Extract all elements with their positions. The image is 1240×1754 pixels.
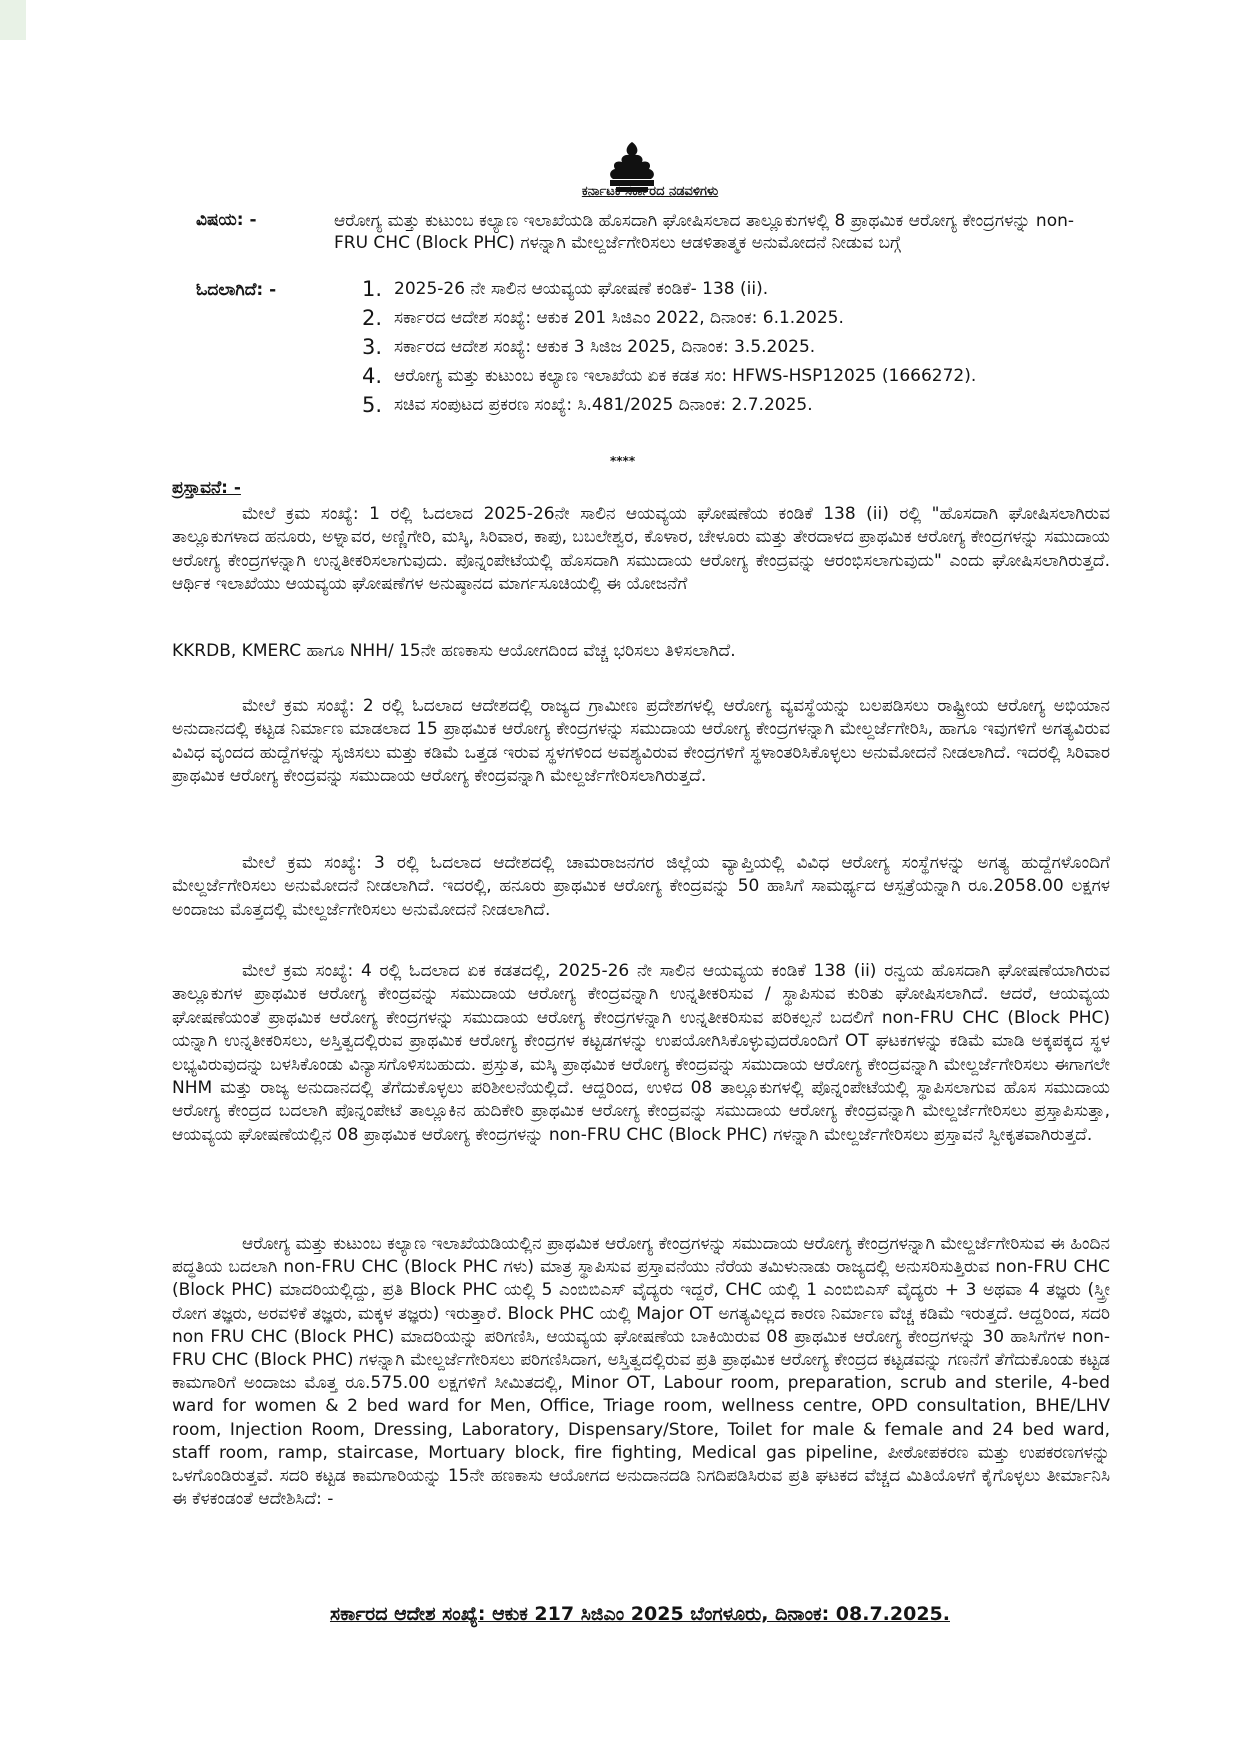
document-heading: ಕರ್ನಾಟಕ ಸರ್ಕಾರದ ನಡವಳಿಗಳು — [581, 184, 719, 199]
reference-item: 3. ಸರ್ಕಾರದ ಆದೇಶ ಸಂಖ್ಯೆ: ಆಕುಕ 3 ಸಿಜಿಜ 2025, ದಿನಾಂಕ: 3.5.2025. — [362, 335, 816, 359]
separator-stars: **** — [610, 454, 636, 468]
preamble-paragraph-2: ಮೇಲೆ ಕ್ರಮ ಸಂಖ್ಯೆ: 2 ರಲ್ಲಿ ಓದಲಾದ ಆದೇಶದಲ್ಲಿ ರಾಜ್ಯದ ಗ್ರಾಮೀಣ ಪ್ರದೇಶಗಳಲ್ಲಿ ಆರೋಗ್ಯ ವ್ಯವಸ್ಥೆಯನ್ನು ಬಲಪಡಿಸಲು ರಾಷ್ಟ್ರೀಯ ಆರೋಗ್ಯ ಅಭಿಯಾನ ಅನುದಾನದಲ್ಲಿ ಕಟ್ಟಡ ನಿರ್ಮಾಣ ಮಾಡಲಾದ 15 ಪ್ರಾಥಮಿಕ ಆರೋಗ್ಯ ಕೇಂದ್ರಗಳನ್ನು ಸಮುದಾಯ ಆರೋಗ್ಯ ಕೇಂದ್ರಗಳನ್ನಾಗಿ ಮೇಲ್ದರ್ಜೆಗೇರಿಸಿ, ಹಾಗೂ ಇವುಗಳಿಗೆ ಅಗತ್ಯವಿರುವ ವಿವಿಧ ವೃಂದದ ಹುದ್ದೆಗಳನ್ನು ಸೃಜಿಸಲು ಮತ್ತು ಕಡಿಮೆ ಒತ್ತಡ ಇರುವ ಸ್ಥಳಗಳಿಂದ ಅವಶ್ಯವಿರುವ ಕೇಂದ್ರಗಳಿಗೆ ಸ್ಥಳಾಂತರಿಸಿಕೊಳ್ಳಲು ಅನುಮೋದನೆ ನೀಡಲಾಗಿದೆ. ಇದರಲ್ಲಿ ಸಿರಿವಾರ ಪ್ರಾಥಮಿಕ ಆರೋಗ್ಯ ಕೇಂದ್ರವನ್ನು ಸಮುದಾಯ ಆರೋಗ್ಯ ಕೇಂದ್ರವನ್ನಾಗಿ ಮೇಲ್ದರ್ಜೆಗೇರಿಸಲಾಗಿರುತ್ತದೆ. — [172, 696, 1110, 787]
references-list — [362, 278, 1092, 423]
order-number-line: ಸರ್ಕಾರದ ಆದೇಶ ಸಂಖ್ಯೆ: ಆಕುಕ 217 ಸಿಜಿಎಂ 2025 ಬೆಂಗಳೂರು, ದಿನಾಂಕ: 08.7.2025. — [329, 1603, 950, 1625]
scan-edge-mark — [0, 0, 26, 40]
preamble-paragraph-4: ಮೇಲೆ ಕ್ರಮ ಸಂಖ್ಯೆ: 4 ರಲ್ಲಿ ಓದಲಾದ ಏಕ ಕಡತದಲ್ಲಿ, 2025-26 ನೇ ಸಾಲಿನ ಆಯವ್ಯಯ ಕಂಡಿಕೆ 138 (ii) ರನ್ವಯ ಹೊಸದಾಗಿ ಘೋಷಣೆಯಾಗಿರುವ ತಾಲ್ಲೂಕುಗಳ ಪ್ರಾಥಮಿಕ ಆರೋಗ್ಯ ಕೇಂದ್ರವನ್ನು ಸಮುದಾಯ ಆರೋಗ್ಯ ಕೇಂದ್ರವನ್ನಾಗಿ ಉನ್ನತೀಕರಿಸುವ / ಸ್ಥಾಪಿಸುವ ಕುರಿತು ಘೋಷಿಸಲಾಗಿದೆ. ಆದರೆ, ಆಯವ್ಯಯ ಘೋಷಣೆಯಂತೆ ಪ್ರಾಥಮಿಕ ಆರೋಗ್ಯ ಕೇಂದ್ರಗಳನ್ನು ಸಮುದಾಯ ಆರೋಗ್ಯ ಕೇಂದ್ರಗಳನ್ನಾಗಿ ಉನ್ನತೀಕರಿಸುವ ಪರಿಕಲ್ಪನೆ ಬದಲಿಗೆ non-FRU CHC (Block PHC) ಯನ್ನಾಗಿ ಉನ್ನತೀಕರಿಸಲು, ಅಸ್ತಿತ್ವದಲ್ಲಿರುವ ಪ್ರಾಥಮಿಕ ಆರೋಗ್ಯ ಕೇಂದ್ರಗಳ ಕಟ್ಟಡಗಳನ್ನು ಉಪಯೋಗಿಸಿಕೊಳ್ಳುವುದರೊಂದಿಗೆ OT ಘಟಕಗಳನ್ನು ಕಡಿಮೆ ಮಾಡಿ ಅಕ್ಕಪಕ್ಕದ ಸ್ಥಳ ಲಭ್ಯವಿರುವುದನ್ನು ಬಳಸಿಕೊಂಡು ವಿನ್ಯಾಸಗೊಳಿಸಬಹುದು. ಪ್ರಸ್ತುತ, ಮಸ್ಕಿ ಪ್ರಾಥಮಿಕ ಆರೋಗ್ಯ ಕೇಂದ್ರವನ್ನು ಸಮುದಾಯ ಆರೋಗ್ಯ ಕೇಂದ್ರವನ್ನಾಗಿ ಮೇಲ್ದರ್ಜೆಗೇರಿಸಲು ಈಗಾಗಲೇ NHM ಮತ್ತು ರಾಜ್ಯ ಅನುದಾನದಲ್ಲಿ ತೆಗೆದುಕೊಳ್ಳಲು ಪರಿಶೀಲನೆಯಲ್ಲಿದೆ. ಆದ್ದರಿಂದ, ಉಳಿದ 08 ತಾಲ್ಲೂಕುಗಳಲ್ಲಿ ಪೊನ್ನಂಪೇಟೆಯಲ್ಲಿ ಸ್ಥಾಪಿಸಲಾಗುವ ಹೊಸ ಸಮುದಾಯ ಆರೋಗ್ಯ ಕೇಂದ್ರದ ಬದಲಾಗಿ ಪೊನ್ನಂಪೇಟೆ ತಾಲ್ಲೂಕಿನ ಹುದಿಕೇರಿ ಪ್ರಾಥಮಿಕ ಆರೋಗ್ಯ ಕೇಂದ್ರವನ್ನು ಸಮುದಾಯ ಆರೋಗ್ಯ ಕೇಂದ್ರವನ್ನಾಗಿ ಮೇಲ್ದರ್ಜೆಗೇರಿಸಲು ಪ್ರಸ್ತಾಪಿಸುತ್ತಾ, ಆಯವ್ಯಯ ಘೋಷಣೆಯಲ್ಲಿನ 08 ಪ್ರಾಥಮಿಕ ಆರೋಗ್ಯ ಕೇಂದ್ರಗಳನ್ನು non-FRU CHC (Block PHC) ಗಳನ್ನಾಗಿ ಮೇಲ್ದರ್ಜೆಗೇರಿಸಲು ಪ್ರಸ್ತಾವನೆ ಸ್ವೀಕೃತವಾಗಿರುತ್ತದೆ. — [172, 961, 1110, 1145]
preamble-paragraph-3: ಮೇಲೆ ಕ್ರಮ ಸಂಖ್ಯೆ: 3 ರಲ್ಲಿ ಓದಲಾದ ಆದೇಶದಲ್ಲಿ ಚಾಮರಾಜನಗರ ಜಿಲ್ಲೆಯ ವ್ಯಾಪ್ತಿಯಲ್ಲಿ ವಿವಿಧ ಆರೋಗ್ಯ ಸಂಸ್ಥೆಗಳನ್ನು ಅಗತ್ಯ ಹುದ್ದೆಗಳೊಂದಿಗೆ ಮೇಲ್ದರ್ಜೆಗೇರಿಸಲು ಅನುಮೋದನೆ ನೀಡಲಾಗಿದೆ. ಇದರಲ್ಲಿ, ಹನೂರು ಪ್ರಾಥಮಿಕ ಆರೋಗ್ಯ ಕೇಂದ್ರವನ್ನು 50 ಹಾಸಿಗೆ ಸಾಮರ್ಥ್ಯದ ಆಸ್ಪತ್ರೆಯನ್ನಾಗಿ ರೂ.2058.00 ಲಕ್ಷಗಳ ಅಂದಾಜು ಮೊತ್ತದಲ್ಲಿ ಮೇಲ್ದರ್ಜೆಗೇರಿಸಲು ಅನುಮೋದನೆ ನೀಡಲಾಗಿದೆ. — [172, 853, 1110, 920]
references-label: ಓದಲಾಗಿದೆ: - — [196, 280, 277, 300]
reference-item: 1. 2025-26 ನೇ ಸಾಲಿನ ಆಯವ್ಯಯ ಘೋಷಣೆ ಕಂಡಿಕೆ- 138 (ii). — [362, 277, 769, 301]
reference-item: 2. ಸರ್ಕಾರದ ಆದೇಶ ಸಂಖ್ಯೆ: ಆಕುಕ 201 ಸಿಜಿಎಂ 2022, ದಿನಾಂಕ: 6.1.2025. — [362, 306, 844, 330]
reference-item: 5. ಸಚಿವ ಸಂಪುಟದ ಪ್ರಕರಣ ಸಂಖ್ಯೆ: ಸಿ.481/2025 ದಿನಾಂಕ: 2.7.2025. — [362, 393, 813, 417]
preamble-paragraph-1: ಮೇಲೆ ಕ್ರಮ ಸಂಖ್ಯೆ: 1 ರಲ್ಲಿ ಓದಲಾದ 2025-26ನೇ ಸಾಲಿನ ಆಯವ್ಯಯ ಘೋಷಣೆಯ ಕಂಡಿಕೆ 138 (ii) ರಲ್ಲಿ "ಹೊಸದಾಗಿ ಘೋಷಿಸಲಾಗಿರುವ ತಾಲ್ಲೂಕುಗಳಾದ ಹನೂರು, ಅಳ್ನಾವರ, ಅಣ್ಣಿಗೇರಿ, ಮಸ್ಕಿ, ಸಿರಿವಾರ, ಕಾಪು, ಬಬಲೇಶ್ವರ, ಕೊಳಾರ, ಚೇಳೂರು ಮತ್ತು ತೇರದಾಳದ ಪ್ರಾಥಮಿಕ ಆರೋಗ್ಯ ಕೇಂದ್ರಗಳನ್ನು ಸಮುದಾಯ ಆರೋಗ್ಯ ಕೇಂದ್ರಗಳನ್ನಾಗಿ ಉನ್ನತೀಕರಿಸಲಾಗುವುದು. ಪೊನ್ನಂಪೇಟೆಯಲ್ಲಿ ಹೊಸದಾಗಿ ಸಮುದಾಯ ಆರೋಗ್ಯ ಕೇಂದ್ರವನ್ನು ಆರಂಭಿಸಲಾಗುವುದು" ಎಂದು ಘೋಷಿಸಲಾಗಿರುತ್ತದೆ. ಆರ್ಥಿಕ ಇಲಾಖೆಯು ಆಯವ್ಯಯ ಘೋಷಣೆಗಳ ಅನುಷ್ಠಾನದ ಮಾರ್ಗಸೂಚಿಯಲ್ಲಿ ಈ ಯೋಜನೆಗೆ — [172, 504, 1110, 595]
preamble-label: ಪ್ರಸ್ತಾವನೆ: - — [172, 478, 241, 498]
preamble-paragraph-5: ಆರೋಗ್ಯ ಮತ್ತು ಕುಟುಂಬ ಕಲ್ಯಾಣ ಇಲಾಖೆಯಡಿಯಲ್ಲಿನ ಪ್ರಾಥಮಿಕ ಆರೋಗ್ಯ ಕೇಂದ್ರಗಳನ್ನು ಸಮುದಾಯ ಆರೋಗ್ಯ ಕೇಂದ್ರಗಳನ್ನಾಗಿ ಮೇಲ್ದರ್ಜೆಗೇರಿಸುವ ಈ ಹಿಂದಿನ ಪದ್ಧತಿಯ ಬದಲಾಗಿ non-FRU CHC (Block PHC ಗಳು) ಮಾತ್ರ ಸ್ಥಾಪಿಸುವ ಪ್ರಸ್ತಾವನೆಯು ನೆರೆಯ ತಮಿಳುನಾಡು ರಾಜ್ಯದಲ್ಲಿ ಅನುಸರಿಸುತ್ತಿರುವ non-FRU CHC (Block PHC) ಮಾದರಿಯಲ್ಲಿದ್ದು, ಪ್ರತಿ Block PHC ಯಲ್ಲಿ 5 ಎಂಬಿಬಿಎಸ್ ವೈದ್ಯರು ಇದ್ದರೆ, CHC ಯಲ್ಲಿ 1 ಎಂಬಿಬಿಎಸ್ ವೈದ್ಯರು + 3 ಅಥವಾ 4 ತಜ್ಞರು (ಸ್ತ್ರೀ ರೋಗ ತಜ್ಞರು, ಅರವಳಿಕೆ ತಜ್ಞರು, ಮಕ್ಕಳ ತಜ್ಞರು) ಇರುತ್ತಾರೆ. Block PHC ಯಲ್ಲಿ Major OT ಅಗತ್ಯವಿಲ್ಲದ ಕಾರಣ ನಿರ್ಮಾಣ ವೆಚ್ಚ ಕಡಿಮೆ ಇರುತ್ತದೆ. ಆದ್ದರಿಂದ, ಸದರಿ non FRU CHC (Block PHC) ಮಾದರಿಯನ್ನು ಪರಿಗಣಿಸಿ, ಆಯವ್ಯಯ ಘೋಷಣೆಯ ಬಾಕಿಯಿರುವ 08 ಪ್ರಾಥಮಿಕ ಆರೋಗ್ಯ ಕೇಂದ್ರಗಳನ್ನು 30 ಹಾಸಿಗೆಗಳ non-FRU CHC (Block PHC) ಗಳನ್ನಾಗಿ ಮೇಲ್ದರ್ಜೆಗೇರಿಸಲು ಪರಿಗಣಿಸಿದಾಗ, ಅಸ್ತಿತ್ವದಲ್ಲಿರುವ ಪ್ರತಿ ಪ್ರಾಥಮಿಕ ಆರೋಗ್ಯ ಕೇಂದ್ರದ ಕಟ್ಟಡವನ್ನು ಗಣನೆಗೆ ತೆಗೆದುಕೊಂಡು ಕಟ್ಟಡ ಕಾಮಗಾರಿಗೆ ಅಂದಾಜು ಮೊತ್ತ ರೂ.575.00 ಲಕ್ಷಗಳಿಗೆ ಸೀಮಿತದಲ್ಲಿ, Minor OT, Labour room, preparation, scrub and sterile, 4-bed ward for women & 2 bed ward for Men, Office, Triage room, wellness centre, OPD consultation, BHE/LHV room, Injection Room, Dressing, Laboratory, Dispensary/Store, Toilet for male & female and 24 bed ward, staff room, ramp, staircase, Mortuary block, fire fighting, Medical gas pipeline, ಪೀಠೋಪಕರಣ ಮತ್ತು ಉಪಕರಣಗಳನ್ನು ಒಳಗೊಂಡಿರುತ್ತವೆ. ಸದರಿ ಕಟ್ಟಡ ಕಾಮಗಾರಿಯನ್ನು 15ನೇ ಹಣಕಾಸು ಆಯೋಗದ ಅನುದಾನದಡಿ ನಿಗದಿಪಡಿಸಿರುವ ಪ್ರತಿ ಘಟಕದ ವೆಚ್ಚದ ಮಿತಿಯೊಳಗೆ ಕೈಗೊಳ್ಳಲು ತೀರ್ಮಾನಿಸಿ ಈ ಕೆಳಕಂಡಂತೆ ಆದೇಶಿಸಿದೆ: - — [172, 1234, 1110, 1510]
reference-item: 4. ಆರೋಗ್ಯ ಮತ್ತು ಕುಟುಂಬ ಕಲ್ಯಾಣ ಇಲಾಖೆಯ ಏಕ ಕಡತ ಸಂ: HFWS-HSP12025 (1666272). — [362, 364, 977, 388]
subject-text: ಆರೋಗ್ಯ ಮತ್ತು ಕುಟುಂಬ ಕಲ್ಯಾಣ ಇಲಾಖೆಯಡಿ ಹೊಸದಾಗಿ ಘೋಷಿಸಲಾದ ತಾಲ್ಲೂಕುಗಳಲ್ಲಿ 8 ಪ್ರಾಥಮಿಕ ಆರೋಗ್ಯ ಕೇಂದ್ರಗಳನ್ನು non-FRU CHC (Block PHC) ಗಳನ್ನಾಗಿ ಮೇಲ್ದರ್ಜೆಗೇರಿಸಲು ಆಡಳಿತಾತ್ಮಕ ಅನುಮೋದನೆ ನೀಡುವ ಬಗ್ಗೆ — [334, 211, 1074, 253]
subject-label: ವಿಷಯ: - — [196, 210, 257, 230]
preamble-paragraph-1-tail: KKRDB, KMERC ಹಾಗೂ NHH/ 15ನೇ ಹಣಕಾಸು ಆಯೋಗದಿಂದ ವೆಚ್ಚ ಭರಿಸಲು ತಿಳಿಸಲಾಗಿದೆ. — [172, 641, 736, 661]
